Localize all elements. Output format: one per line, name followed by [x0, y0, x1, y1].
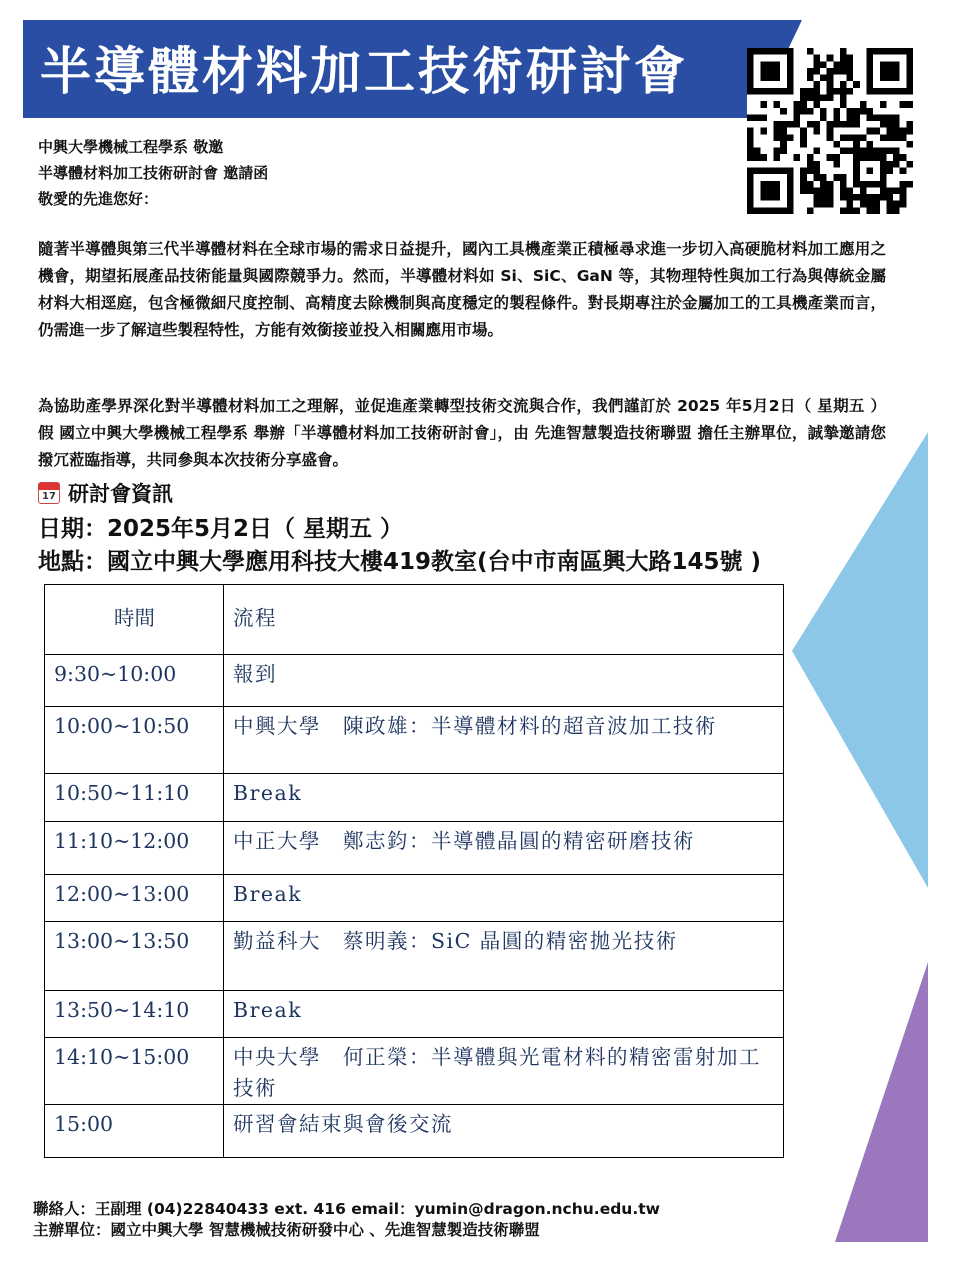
- table-row: [45, 922, 784, 991]
- row-time: 12:00~13:00: [45, 875, 224, 922]
- row-item: 中興大學 陳政雄：半導體材料的超音波加工技術: [224, 707, 784, 774]
- event-date: 日期：2025年5月2日（ 星期五 ）: [38, 516, 404, 542]
- table-row: [45, 707, 784, 774]
- decor-triangle-blue: [792, 432, 928, 888]
- decor-triangle-purple: [835, 962, 928, 1242]
- row-item: 中正大學 鄭志鈞：半導體晶圓的精密研磨技術: [224, 822, 784, 875]
- row-item: Break: [224, 875, 784, 922]
- row-item: 研習會結束與會後交流: [224, 1105, 784, 1158]
- qr-code[interactable]: [745, 48, 915, 214]
- header-line-title: 半導體材料加工技術研討會 邀請函: [38, 164, 269, 182]
- header-line-host: 中興大學機械工程學系 敬邀: [38, 138, 224, 156]
- footer: [33, 1199, 660, 1241]
- table-row: [45, 991, 784, 1038]
- row-item: Break: [224, 991, 784, 1038]
- schedule-header-row: [45, 585, 784, 655]
- table-row: [45, 1105, 784, 1158]
- purpose-paragraph: 為協助產學界深化對半導體材料加工之理解，並促進產業轉型技術交流與合作，我們謹訂於 2025 年5月2日（ 星期五 ） 假 國立中興大學機械工程學系 舉辦「半導體材料加工技術研討會」，由 先進智慧製造技術聯盟 擔任主辦單位，誠摯邀請您撥冗蒞臨指導，共同參與本次技術分享盛會。: [38, 397, 886, 469]
- event-location: 地點：國立中興大學應用科技大樓419教室(台中市南區興大路145號 ): [38, 549, 762, 575]
- table-row: [45, 774, 784, 822]
- footer-organizer: 主辦單位：國立中興大學 智慧機械技術研發中心 、先進智慧製造技術聯盟: [33, 1221, 540, 1239]
- row-item: 勤益科大 蔡明義：SiC 晶圓的精密拋光技術: [224, 922, 784, 991]
- row-time: 11:10~12:00: [45, 822, 224, 875]
- invitation-header: [38, 134, 268, 212]
- seminar-info-heading: [38, 478, 173, 508]
- schedule-table: [44, 584, 784, 1158]
- row-time: 13:00~13:50: [45, 922, 224, 991]
- table-row: [45, 1038, 784, 1105]
- calendar-icon: 17: [38, 482, 60, 504]
- row-time: 10:00~10:50: [45, 707, 224, 774]
- header-flow: 流程: [224, 585, 784, 655]
- row-time: 15:00: [45, 1105, 224, 1158]
- row-time: 10:50~11:10: [45, 774, 224, 822]
- row-item: 報到: [224, 655, 784, 707]
- header-time: 時間: [45, 585, 224, 655]
- seminar-info-title: 研討會資訊: [68, 482, 173, 506]
- table-row: [45, 655, 784, 707]
- header-line-greeting: 敬愛的先進您好：: [38, 190, 159, 208]
- page-title: 半導體材料加工技術研討會: [40, 43, 689, 102]
- row-time: 14:10~15:00: [45, 1038, 224, 1105]
- table-row: [45, 875, 784, 922]
- intro-paragraph: 隨著半導體與第三代半導體材料在全球市場的需求日益提升，國內工具機產業正積極尋求進一步切入高硬脆材料加工應用之機會，期望拓展產品技術能量與國際競爭力。然而，半導體材料如 Si、SiC、GaN 等，其物理特性與加工行為與傳統金屬材料大相逕庭，包含極微細尺度控制、高精度去除機制與高度穩定的製程條件。對長期專注於金屬加工的工具機產業而言，仍需進一步了解這些製程特性，方能有效銜接並投入相關應用市場。: [38, 240, 886, 339]
- row-item: 中央大學 何正榮：半導體與光電材料的精密雷射加工技術: [224, 1038, 784, 1105]
- footer-contact: 聯絡人：王副理 (04)22840433 ext. 416 email：yumin@dragon.nchu.edu.tw: [33, 1200, 660, 1218]
- row-item: Break: [224, 774, 784, 822]
- table-row: [45, 822, 784, 875]
- row-time: 13:50~14:10: [45, 991, 224, 1038]
- row-time: 9:30~10:00: [45, 655, 224, 707]
